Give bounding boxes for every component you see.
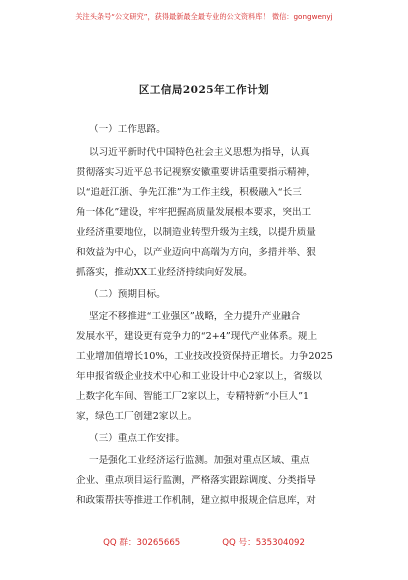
qq-number-text: QQ 号：535304092 bbox=[222, 538, 305, 548]
paragraph-line: 上数字化车间、智能工厂2家以上，专精特新“小巨人”1 bbox=[76, 391, 310, 402]
paragraph-line: 一是强化工业经济运行监测。加强对重点区域、重点 bbox=[89, 455, 310, 466]
qq-group-text: QQ 群：30265665 bbox=[103, 538, 181, 548]
paragraph-line: 企业、重点项目运行监测，严格落实跟踪调度、分类指导 bbox=[76, 475, 316, 486]
paragraph-line: 以习近平新时代中国特色社会主义思想为指导，认真 bbox=[89, 147, 310, 158]
header-banner: 关注头条号“公文研究”，获得最新最全最专业的公文资料库！ 微信：gongwenyj bbox=[75, 12, 333, 21]
section-heading: （一）工作思路。 bbox=[89, 124, 166, 135]
paragraph-line: 家，绿色工厂创建2家以上。 bbox=[76, 411, 198, 422]
paragraph-line: 年申报省级企业技术中心和工业设计中心2家以上，省级以 bbox=[76, 371, 322, 382]
paragraph-line: 发展水平，建设更有竞争力的“2+4”现代产业体系。规上 bbox=[76, 331, 318, 342]
paragraph-line: 抓落实，推动XX工业经济持续向好发展。 bbox=[76, 267, 253, 278]
paragraph-line: 工业增加值增长10%，工业技改投资保持正增长。力争2025 bbox=[76, 351, 333, 362]
paragraph-line: 以“追赶江浙、争先江淮”为工作主线，积极融入“长三 bbox=[76, 187, 302, 198]
paragraph-line: 业经济重要地位，以制造业转型升级为主线，以提升质量 bbox=[76, 227, 316, 238]
section-heading: （二）预期目标。 bbox=[89, 289, 166, 300]
paragraph-line: 角一体化”建设，牢牢把握高质量发展根本要求，突出工 bbox=[76, 207, 312, 218]
paragraph-line: 和政策帮扶等推进工作机制，建立拟申报规企信息库，对 bbox=[76, 495, 316, 506]
paragraph-line: 坚定不移推进“工业强区”战略，全力提升产业融合 bbox=[89, 311, 301, 322]
paragraph-line: 贯彻落实习近平总书记视察安徽重要讲话重要指示精神， bbox=[76, 167, 316, 178]
paragraph-line: 和效益为中心，以产业迈向中高端为方向，多措并举、狠 bbox=[76, 247, 316, 258]
footer-contact bbox=[0, 536, 408, 548]
document-title: 区工信局2025年工作计划 bbox=[138, 84, 270, 96]
section-heading: （三）重点工作安排。 bbox=[89, 433, 185, 444]
